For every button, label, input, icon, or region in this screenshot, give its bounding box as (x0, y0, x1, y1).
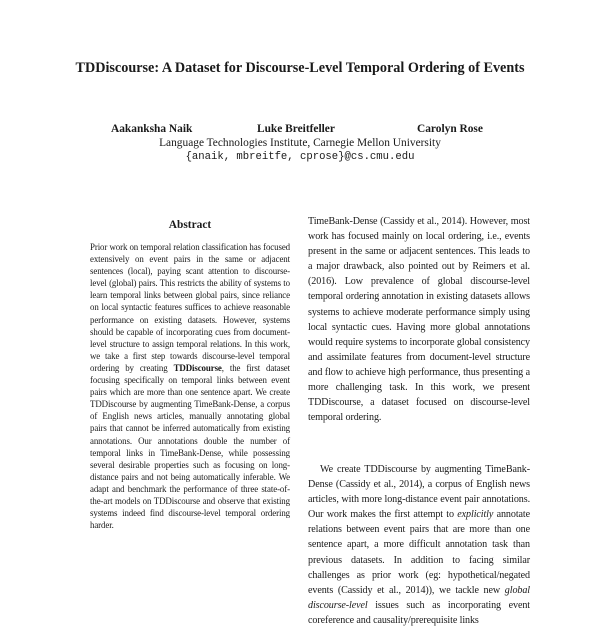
intro-text: TimeBank-Dense (Cassidy et al., 2014). However, most work has focused mainly on local ordering, i.e., events present in the same or adjacent sentences. This leads to a major drawback, also pointed out by Reimers et al. (2016). Low prevalence of global discourse-level temporal ordering annotation in existing datasets allows systems to achieve moderate performance simply using local syntactic cues. Having more global annotations would require systems to incorporate global consistency and assimilate features from document-level structure and flow to achieve high performance, thus presenting a more challenging task. In this work, we present TDDiscourse, a dataset focused on discourse-level temporal ordering. (308, 216, 530, 424)
author-name: Aakanksha Naik (111, 123, 193, 135)
abstract-heading: Abstract (168, 219, 212, 231)
emphasis-text: global discourse-level (308, 584, 530, 611)
intro-text: We create TDDiscourse by augmenting TimeBank-Dense (Cassidy et al., 2014), a corpus of English news articles, with more long-distance event pair annotations. Our work makes the first attempt to (308, 464, 530, 521)
dataset-name: TDDiscourse (173, 362, 222, 373)
abstract-text: Prior work on temporal relation classification has focused extensively on event pairs in the same or adjacent sentences (local), paying scant attention to discourse-level (global) pairs. This restricts the ability of systems to learn temporal links between global pairs, since reliance on local syntactic features suffices to achieve reasonable performance on existing datasets. However, systems should be capable of incorporating cues from document-level structure to assign temporal relations. In this work, we take a first step towards discourse-level temporal ordering by creating (90, 242, 290, 373)
author-name: Carolyn Rose (417, 123, 483, 135)
affiliation: Language Technologies Institute, Carnegie Mellon University (159, 137, 441, 149)
emphasis-text: explicitly (457, 509, 494, 521)
intro-paragraph (308, 214, 530, 425)
intro-text: annotate relations between event pairs that are more than one sentence apart, a more difficult annotation task than previous datasets. In addition to facing similar challenges as prior work (eg: hypothetical/negated events (Cassidy et al., 2014)), we tackle new (308, 509, 530, 596)
abstract-text: , the first dataset focusing specifically on temporal links between event pairs which are more than one sentence apart. We create TDDiscourse by augmenting TimeBank-Dense, a corpus of English news articles, manually annotating global pairs that cannot be inferred automatically from existing annotations. Our annotations double the number of temporal links in TimeBank-Dense, while possessing several desirable properties such as focusing on long-distance pairs and not being automatically inferable. We adapt and benchmark the performance of three state-of-the-art models on TDDiscourse and observe that existing systems indeed find discourse-level temporal ordering harder. (90, 362, 290, 531)
intro-text: issues such as incorporating event coreference and causality/prerequisite links (308, 599, 530, 626)
author-name: Luke Breitfeller (257, 123, 335, 135)
abstract-body (90, 241, 290, 531)
paper-title: TDDiscourse: A Dataset for Discourse-Level Temporal Ordering of Events (75, 60, 525, 76)
intro-paragraph (308, 462, 530, 628)
author-emails: {anaik, mbreitfe, cprose}@cs.cmu.edu (185, 151, 415, 163)
